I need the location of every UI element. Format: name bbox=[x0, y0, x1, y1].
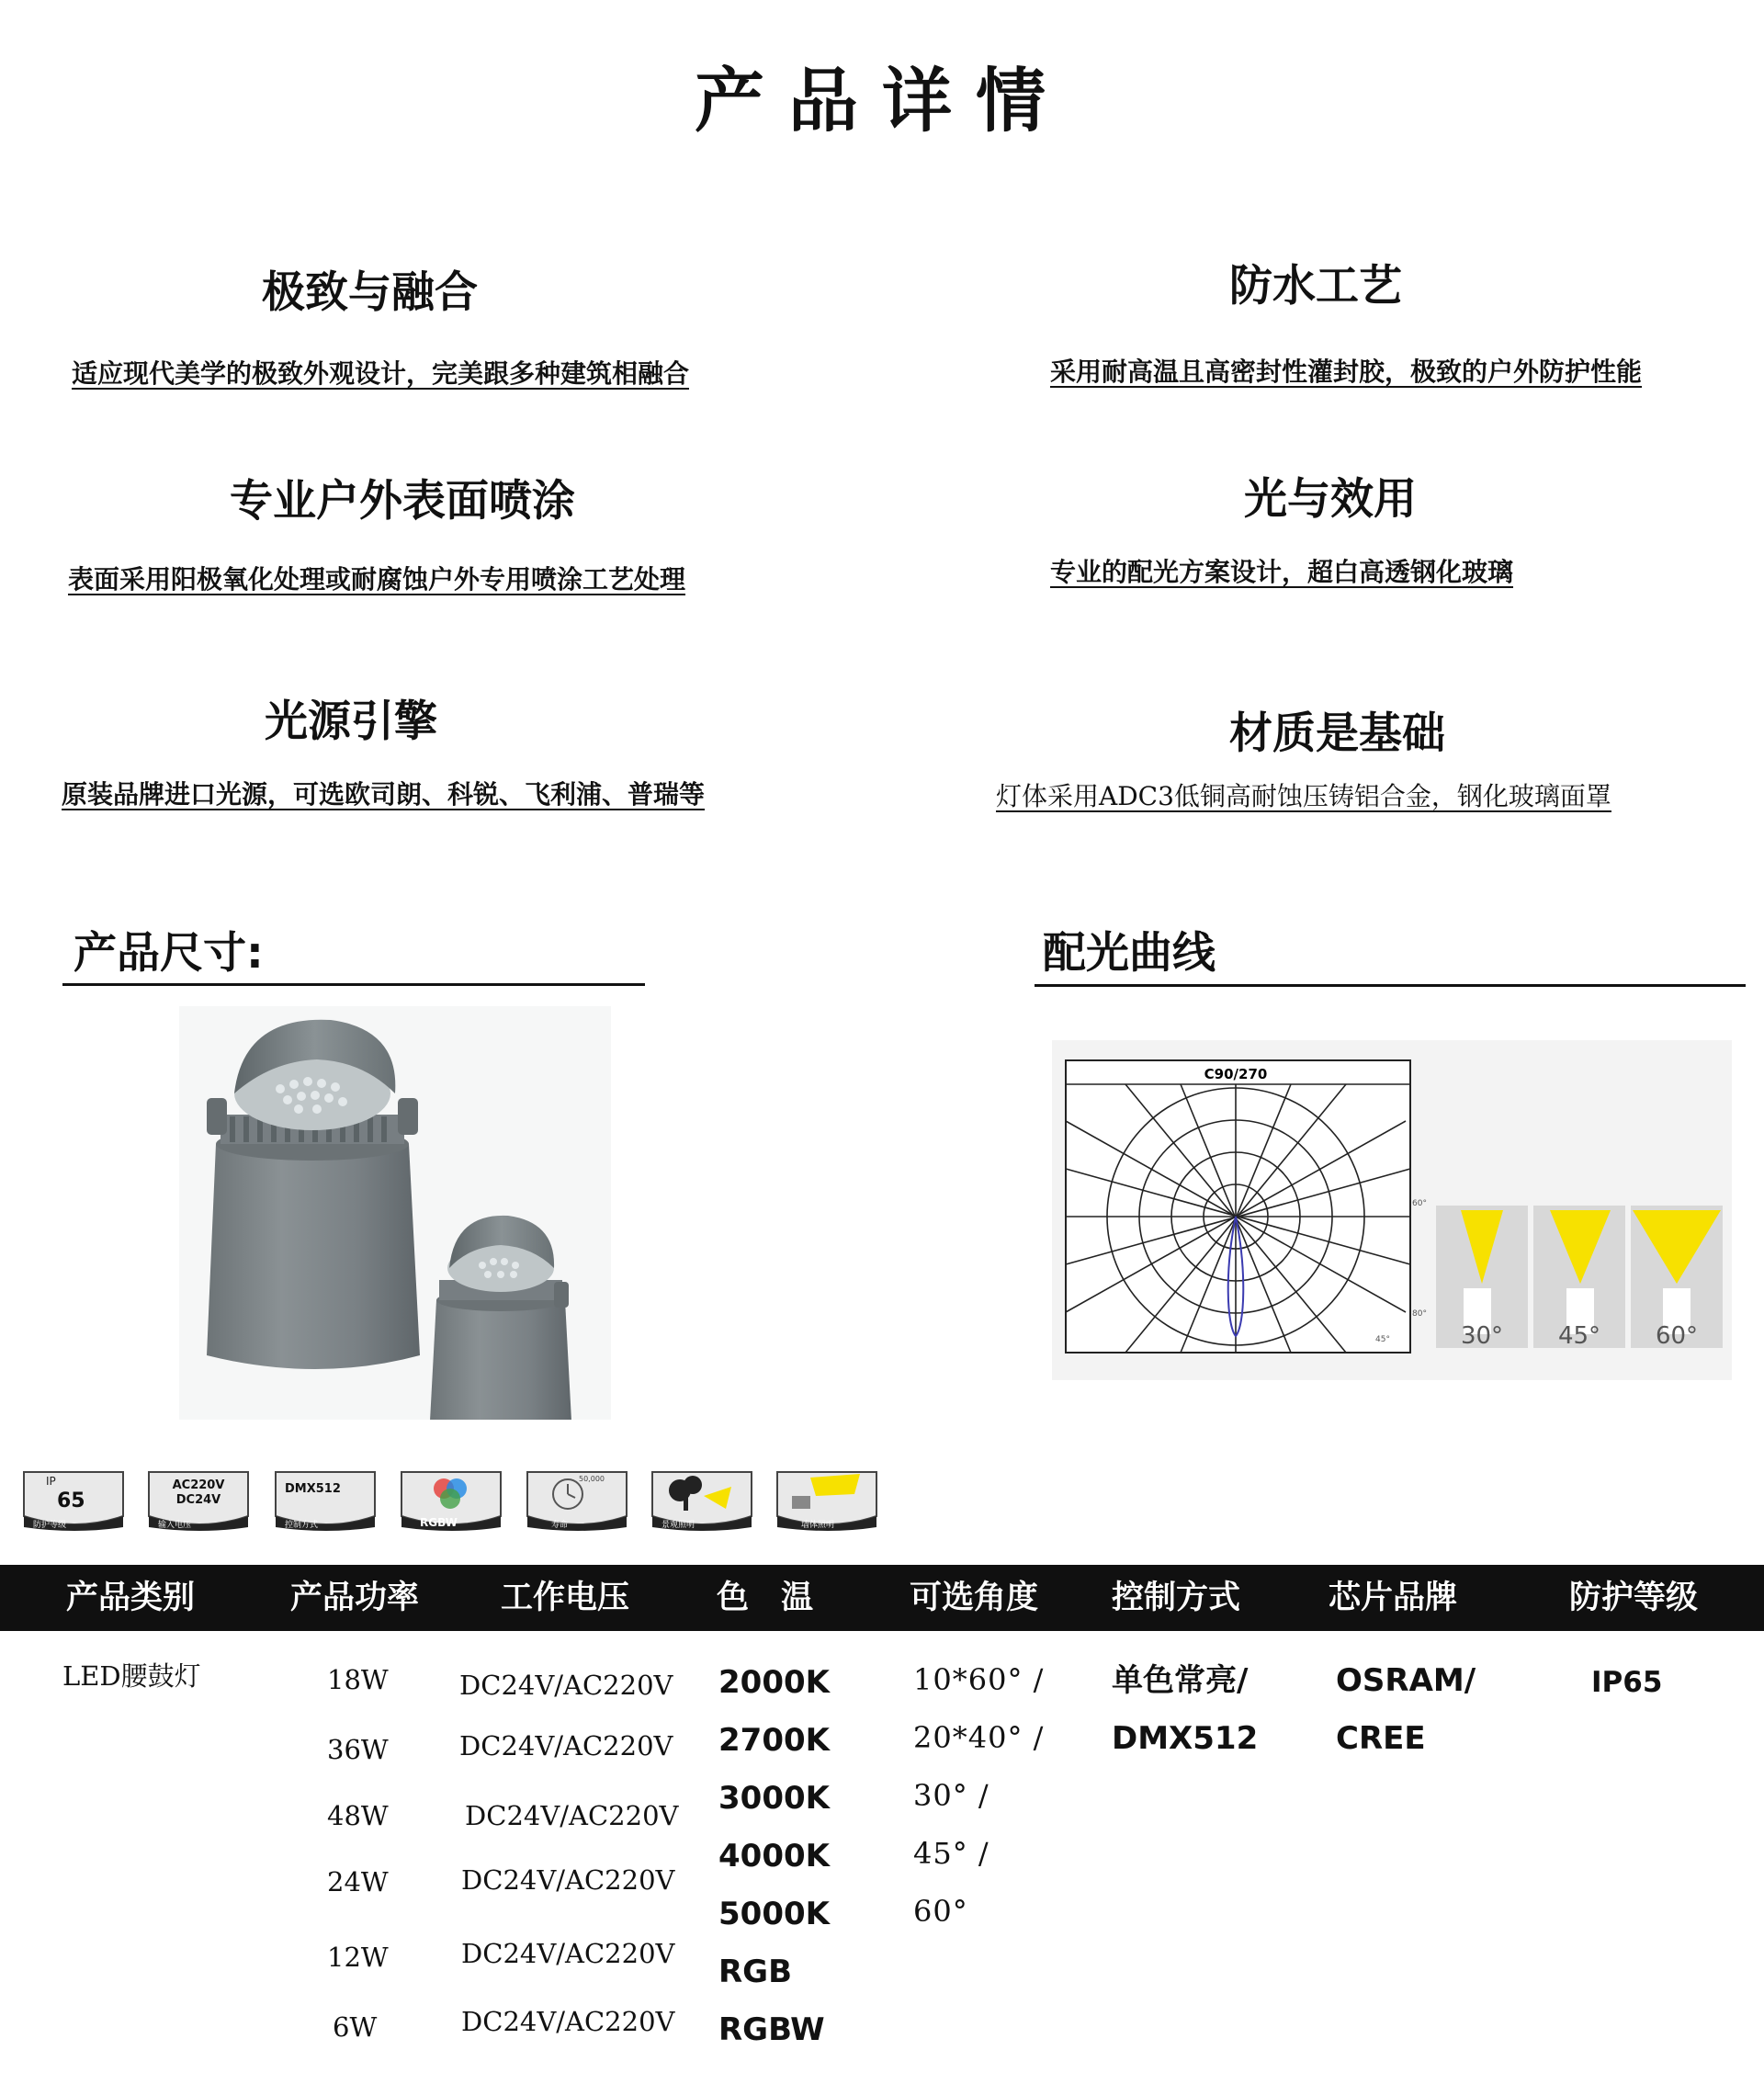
wall-wash-icon bbox=[774, 1468, 880, 1535]
feature-desc-coating: 表面采用阳极氧化处理或耐腐蚀户外专用喷涂工艺处理 bbox=[68, 564, 686, 595]
svg-text:墙体照明: 墙体照明 bbox=[801, 1521, 835, 1530]
cell-power-0: 18W bbox=[327, 1664, 389, 1695]
cell-color-temp-2: 3000K bbox=[718, 1780, 830, 1817]
feature-title-material: 材质是基础 bbox=[1229, 708, 1445, 759]
cell-voltage-0: DC24V/AC220V bbox=[459, 1670, 673, 1701]
feature-desc-material: 灯体采用ADC3低铜高耐蚀压铸铝合金，钢化玻璃面罩 bbox=[996, 781, 1611, 811]
svg-text:输入电压: 输入电压 bbox=[158, 1521, 192, 1530]
lifespan-icon bbox=[524, 1468, 630, 1535]
beam-45 bbox=[1533, 1206, 1625, 1350]
side-mark-bottom: 80° bbox=[1412, 1309, 1427, 1319]
cell-color-temp-1: 2700K bbox=[718, 1722, 830, 1759]
page-title: 产品详情 bbox=[695, 60, 1069, 142]
svg-text:DMX512: DMX512 bbox=[285, 1482, 341, 1496]
voltage-icon bbox=[145, 1468, 252, 1535]
svg-text:60°: 60° bbox=[1655, 1322, 1699, 1350]
product-image bbox=[179, 1006, 611, 1420]
feature-title-waterproof: 防水工艺 bbox=[1229, 261, 1402, 311]
cell-color-temp-5: RGB bbox=[718, 1954, 793, 1990]
cell-ip: IP65 bbox=[1591, 1666, 1663, 1699]
svg-text:AC220V: AC220V bbox=[172, 1478, 225, 1492]
spec-table-header bbox=[0, 1565, 1764, 1631]
svg-text:30°: 30° bbox=[1460, 1322, 1504, 1350]
svg-text:50,000: 50,000 bbox=[579, 1475, 605, 1483]
th-ip: 防护等级 bbox=[1569, 1580, 1699, 1616]
th-control: 控制方式 bbox=[1112, 1580, 1241, 1616]
cell-voltage-3: DC24V/AC220V bbox=[461, 1864, 675, 1896]
svg-text:景观照明: 景观照明 bbox=[662, 1521, 695, 1530]
cell-color-temp-3: 4000K bbox=[718, 1838, 830, 1874]
th-chip: 芯片品牌 bbox=[1329, 1580, 1458, 1616]
cell-color-temp-4: 5000K bbox=[718, 1896, 830, 1932]
size-section-title: 产品尺寸: bbox=[74, 928, 264, 979]
feature-desc-engine: 原装品牌进口光源，可选欧司朗、科锐、飞利浦、普瑞等 bbox=[62, 779, 706, 810]
feature-title-engine: 光源引擎 bbox=[265, 697, 437, 747]
cell-angle-3: 45° / bbox=[913, 1836, 989, 1871]
cell-color-temp-0: 2000K bbox=[718, 1664, 830, 1701]
cell-color-temp-6: RGBW bbox=[718, 2011, 825, 2048]
svg-text:65: 65 bbox=[57, 1489, 85, 1512]
cell-voltage-4: DC24V/AC220V bbox=[461, 1938, 675, 1969]
svg-text:RGBW: RGBW bbox=[420, 1516, 458, 1529]
feature-title-light: 光与效用 bbox=[1244, 474, 1417, 525]
feature-title-fusion: 极致与融合 bbox=[262, 267, 478, 318]
curve-section-title: 配光曲线 bbox=[1043, 928, 1216, 979]
cell-power-2: 48W bbox=[327, 1800, 389, 1831]
cell-chip-0: OSRAM/ bbox=[1336, 1662, 1476, 1699]
svg-text:寿命: 寿命 bbox=[551, 1521, 569, 1530]
cell-voltage-5: DC24V/AC220V bbox=[461, 2006, 675, 2037]
svg-text:控制方式: 控制方式 bbox=[285, 1521, 319, 1530]
dmx512-icon bbox=[272, 1468, 379, 1535]
beam-60 bbox=[1631, 1206, 1723, 1350]
feature-title-coating: 专业户外表面喷涂 bbox=[230, 476, 575, 527]
cell-control-1: DMX512 bbox=[1112, 1720, 1259, 1757]
beam-30 bbox=[1436, 1206, 1528, 1350]
th-power: 产品功率 bbox=[290, 1580, 420, 1616]
th-category: 产品类别 bbox=[66, 1580, 196, 1616]
feature-desc-light: 专业的配光方案设计，超白高透钢化玻璃 bbox=[1050, 557, 1514, 587]
cell-angle-4: 60° bbox=[913, 1894, 968, 1929]
landscape-icon bbox=[649, 1468, 755, 1535]
feature-desc-fusion: 适应现代美学的极致外观设计，完美跟多种建筑相融合 bbox=[72, 358, 690, 389]
ip65-icon bbox=[20, 1468, 127, 1535]
svg-text:DC24V: DC24V bbox=[175, 1493, 221, 1507]
cell-voltage-2: DC24V/AC220V bbox=[465, 1800, 679, 1831]
svg-text:IP: IP bbox=[46, 1475, 56, 1488]
cell-angle-2: 30° / bbox=[913, 1778, 989, 1813]
cell-power-5: 6W bbox=[333, 2011, 378, 2043]
cell-angle-1: 20*40° / bbox=[913, 1720, 1045, 1755]
th-angle: 可选角度 bbox=[910, 1580, 1039, 1616]
cell-category: LED腰鼓灯 bbox=[62, 1660, 201, 1692]
cell-voltage-1: DC24V/AC220V bbox=[459, 1730, 673, 1761]
th-color-temp: 色 温 bbox=[717, 1580, 814, 1616]
size-section-rule bbox=[62, 983, 645, 986]
side-mark-corner: 45° bbox=[1375, 1335, 1390, 1344]
feature-desc-waterproof: 采用耐高温且高密封性灌封胶，极致的户外防护性能 bbox=[1050, 357, 1643, 387]
light-distribution-chart bbox=[1052, 1040, 1732, 1380]
svg-text:45°: 45° bbox=[1557, 1322, 1601, 1350]
th-voltage: 工作电压 bbox=[501, 1580, 630, 1616]
cell-power-1: 36W bbox=[327, 1734, 389, 1765]
curve-section-rule bbox=[1035, 984, 1746, 987]
cell-control-0: 单色常亮/ bbox=[1112, 1662, 1249, 1699]
cell-power-4: 12W bbox=[327, 1942, 389, 1973]
polar-label: C90/270 bbox=[1204, 1066, 1268, 1082]
rgbw-icon bbox=[398, 1468, 504, 1535]
cell-power-3: 24W bbox=[327, 1866, 389, 1897]
side-mark-top: 60° bbox=[1412, 1199, 1427, 1208]
svg-text:防护等级: 防护等级 bbox=[33, 1521, 67, 1530]
cell-chip-1: CREE bbox=[1336, 1720, 1426, 1757]
cell-angle-0: 10*60° / bbox=[913, 1662, 1045, 1697]
